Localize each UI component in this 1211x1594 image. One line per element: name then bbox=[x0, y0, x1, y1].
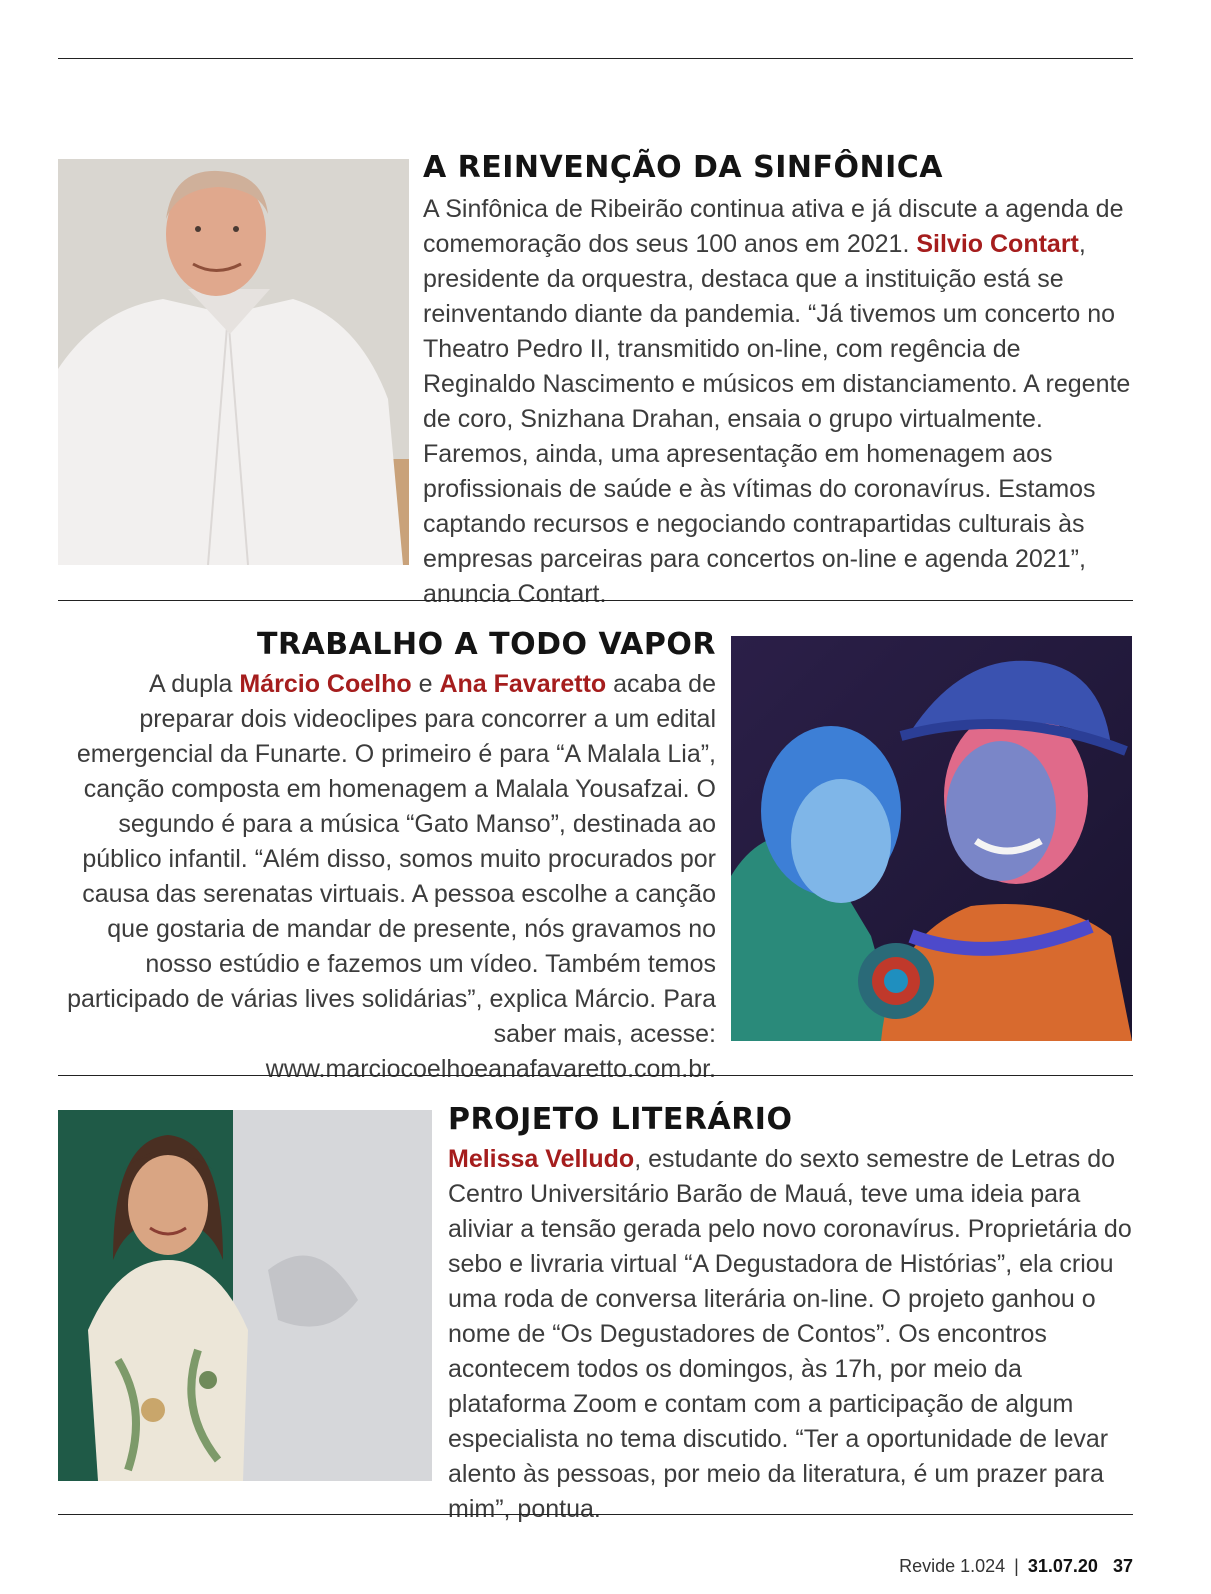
page-footer bbox=[899, 1556, 1133, 1577]
article-body bbox=[423, 192, 1135, 612]
article-text: acaba de preparar dois videoclipes para concorrer a um edital emergencial da Funarte. O primeiro é para “A Malala Lia”, canção composta em homenagem a Malala Yousafzai. O segundo é para a música “Gato Manso”, destinada ao público infantil. “Além disso, somos muito procurados por causa das serenatas virtuais. A pessoa escolhe a canção que gostaria de mandar de presente, nós gravamos no nosso estúdio e fazemos um vídeo. Também temos participado de várias lives solidárias”, explica Márcio. Para saber mais, acesse: www.marciocoelhoeanafavaretto.com.br. bbox=[67, 670, 716, 1083]
conjunction: e bbox=[418, 670, 433, 698]
article-headline: TRABALHO A TODO VAPOR bbox=[256, 627, 716, 662]
photo-silvio-contart bbox=[58, 159, 409, 565]
article-text: , estudante do sexto semestre de Letras do Centro Universitário Barão de Mauá, teve uma ideia para aliviar a tensão gerada pelo novo coronavírus. Proprietária do sebo e livraria virtual “A Degustadora de Histórias”, ela criou uma roda de conversa literária on-line. O projeto ganhou o nome de “Os Degustadores de Contos”. Os encontros acontecem todos os domingos, às 17h, por meio da plataforma Zoom e contam com a participação de algum especialista no tema discutido. “Ter a oportunidade de levar alento às pessoas, por meio da literatura, é um prazer para mim”, pontua. bbox=[448, 1145, 1132, 1523]
photo-marcio-ana bbox=[731, 636, 1132, 1041]
footer-separator: | bbox=[1014, 1556, 1019, 1576]
section-rule bbox=[58, 600, 1133, 601]
article-trabalho bbox=[58, 627, 716, 1087]
issue-date: 31.07.20 bbox=[1027, 1556, 1098, 1576]
article-headline: PROJETO LITERÁRIO bbox=[448, 1102, 793, 1137]
person-name: Márcio Coelho bbox=[239, 670, 412, 698]
page-number: 37 bbox=[1112, 1556, 1133, 1576]
person-name: Silvio Contart bbox=[916, 230, 1079, 258]
person-name: Melissa Velludo bbox=[448, 1145, 635, 1173]
article-intro: A Sinfônica de Ribeirão continua ativa e já discute a agenda de comemoração dos seus 100 anos em 2021. bbox=[423, 195, 1124, 258]
bottom-rule bbox=[58, 1514, 1133, 1515]
article-headline: A REINVENÇÃO DA SINFÔNICA bbox=[423, 150, 943, 185]
article-text: , presidente da orquestra, destaca que a instituição está se reinventando diante da pandemia. “Já tivemos um concerto no Theatro Pedro II, transmitido on-line, com regência de Reginaldo Nascimento e músicos em distanciamento. A regente de coro, Snizhana Drahan, ensaia o grupo virtualmente. Faremos, ainda, uma apresentação em homenagem aos profissionais de saúde e às vítimas do coronavírus. Estamos captando recursos e negociando contrapartidas culturais às empresas parceiras para concertos on-line e agenda 2021”, anuncia Contart. bbox=[423, 230, 1131, 608]
section-rule bbox=[58, 1075, 1133, 1076]
magazine-issue: Revide 1.024 bbox=[899, 1556, 1006, 1576]
article-sinfonica bbox=[423, 150, 1135, 612]
photo-melissa-velludo bbox=[58, 1110, 432, 1481]
article-body bbox=[448, 1142, 1138, 1527]
article-body bbox=[58, 667, 716, 1087]
article-projeto-literario bbox=[448, 1102, 1138, 1527]
article-intro: A dupla bbox=[149, 670, 233, 698]
person-name: Ana Favaretto bbox=[439, 670, 607, 698]
top-rule bbox=[58, 58, 1133, 59]
